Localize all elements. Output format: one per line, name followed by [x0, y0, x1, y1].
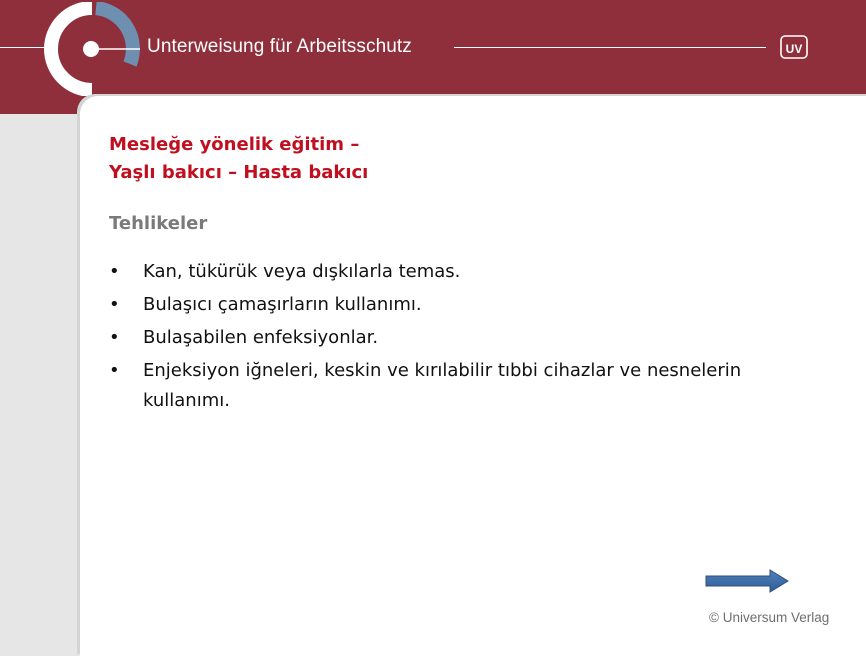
copyright-notice: © Universum Verlag [709, 610, 830, 625]
slide-title-line-1: Mesleğe yönelik eğitim – [109, 134, 360, 155]
left-margin-panel [0, 114, 80, 650]
header-rule-right [454, 47, 766, 48]
slide-title [109, 131, 368, 187]
list-item-text: Enjeksiyon iğneleri, keskin ve kırılabilir tıbbi cihazlar ve nesnelerin kullanımı. [143, 360, 742, 411]
bullet-icon: • [109, 261, 120, 282]
list-item [109, 257, 809, 287]
brand-ring-logo-icon [44, 2, 140, 96]
list-item [109, 323, 809, 353]
uv-logo-icon [780, 35, 808, 59]
uv-logo-text: UV [785, 42, 803, 56]
list-item-text: Bulaşabilen enfeksiyonlar. [143, 327, 379, 348]
arrow-right-icon[interactable] [704, 568, 790, 594]
bullet-icon: • [109, 327, 120, 348]
slide-title-line-2: Yaşlı bakıcı – Hasta bakıcı [109, 162, 369, 183]
bullet-icon: • [109, 294, 120, 315]
header-title: Unterweisung für Arbeitsschutz [147, 36, 412, 57]
list-item-text: Bulaşıcı çamaşırların kullanımı. [143, 294, 422, 315]
list-item [109, 290, 809, 320]
list-item [109, 356, 809, 416]
bullet-icon: • [109, 360, 120, 381]
hazards-list [109, 257, 809, 419]
list-item-text: Kan, tükürük veya dışkılarla temas. [143, 261, 461, 282]
section-heading: Tehlikeler [109, 213, 208, 234]
